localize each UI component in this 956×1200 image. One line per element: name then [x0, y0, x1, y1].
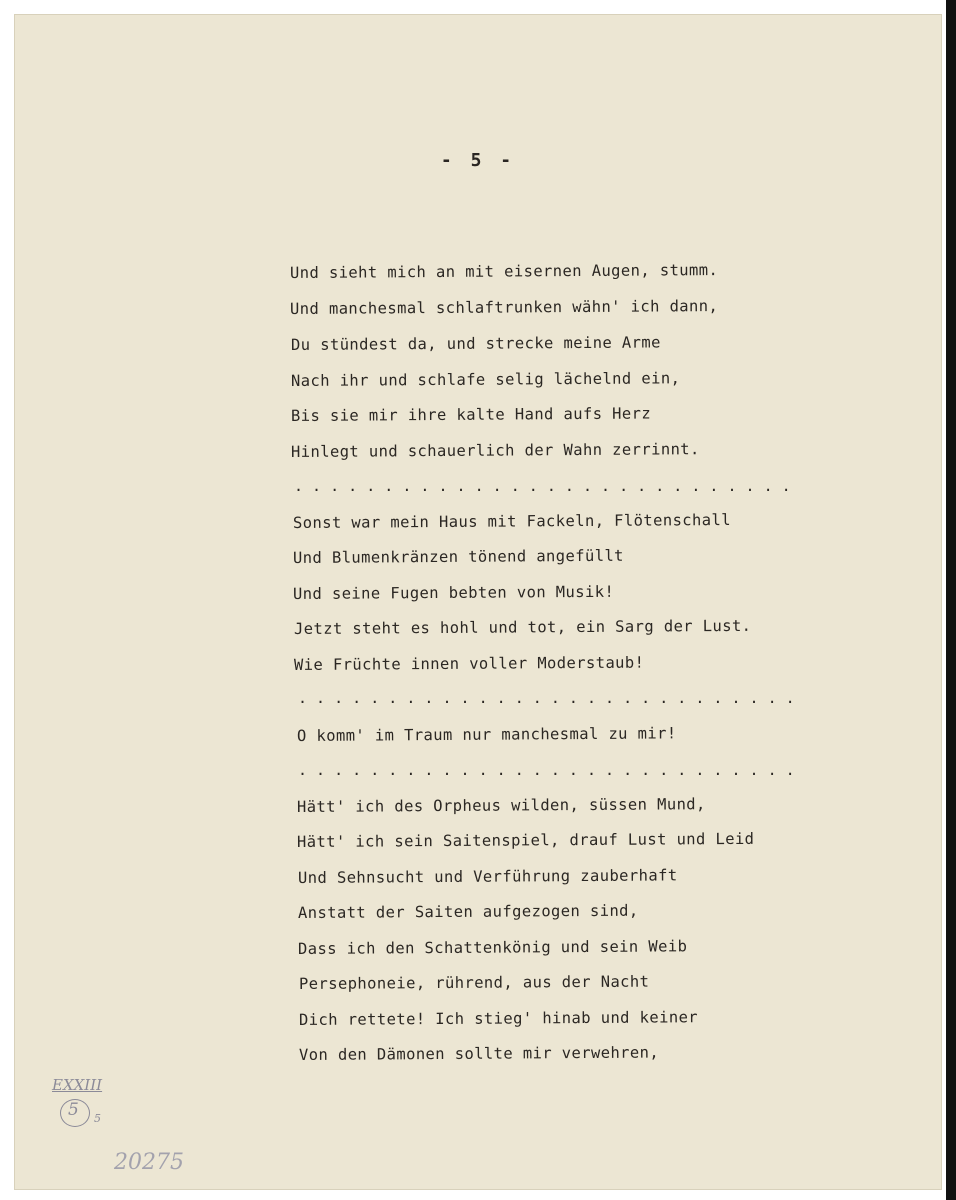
separator-dots: . . . . . . . . . . . . . . . . . . . . . . . . . . . . [294, 477, 791, 495]
poem-line: Sonst war mein Haus mit Fackeln, Flötenschall [292, 510, 731, 532]
archive-mark: EXXIII [52, 1076, 103, 1094]
poem-line: Und Sehnsucht und Verführung zauberhaft [297, 866, 678, 887]
document-page [14, 14, 942, 1190]
poem-line: Hinlegt und schauerlich der Wahn zerrinnt. [290, 440, 700, 461]
page-number: - 5 - [440, 150, 516, 171]
separator-dots: . . . . . . . . . . . . . . . . . . . . . . . . . . . . [298, 761, 795, 779]
poem-line: Wie Früchte innen voller Moderstaub! [293, 653, 645, 674]
poem-line: Du stündest da, und strecke meine Arme [290, 333, 661, 354]
poem-line: Hätt' ich sein Saitenspiel, drauf Lust und Leid [296, 829, 755, 851]
poem-line: Und seine Fugen bebten von Musik! [292, 582, 615, 603]
small-number: 5 [94, 1112, 101, 1125]
poem-line: Persephoneie, rührend, aus der Nacht [298, 972, 650, 993]
poem-line: Anstatt der Saiten aufgezogen sind, [297, 901, 639, 922]
poem-line: Jetzt steht es hohl und tot, ein Sarg der Lust. [293, 616, 752, 638]
circled-number: 5 [68, 1100, 79, 1120]
poem-line: Und manchesmal schlaftrunken wähn' ich dann, [289, 297, 719, 318]
poem-line: Nach ihr und schlafe selig lächelnd ein, [290, 369, 681, 390]
poem-line: Bis sie mir ihre kalte Hand aufs Herz [290, 404, 652, 425]
inventory-number: 20275 [114, 1150, 184, 1175]
poem-line: Hätt' ich des Orpheus wilden, süssen Mund, [296, 795, 706, 816]
scan-border [946, 0, 956, 1200]
poem-line: Dass ich den Schattenkönig und sein Weib [297, 937, 688, 958]
poem-line: Dich rettete! Ich stieg' hinab und keiner [298, 1008, 699, 1029]
poem-line: O komm' im Traum nur manchesmal zu mir! [296, 724, 677, 745]
poem-line: Von den Dämonen sollte mir verwehren, [298, 1043, 660, 1064]
poem-line: Und Blumenkränzen tönend angefüllt [292, 546, 624, 567]
poem-line: Und sieht mich an mit eisernen Augen, stumm. [289, 261, 719, 282]
separator-dots: . . . . . . . . . . . . . . . . . . . . . . . . . . . . [298, 689, 795, 707]
